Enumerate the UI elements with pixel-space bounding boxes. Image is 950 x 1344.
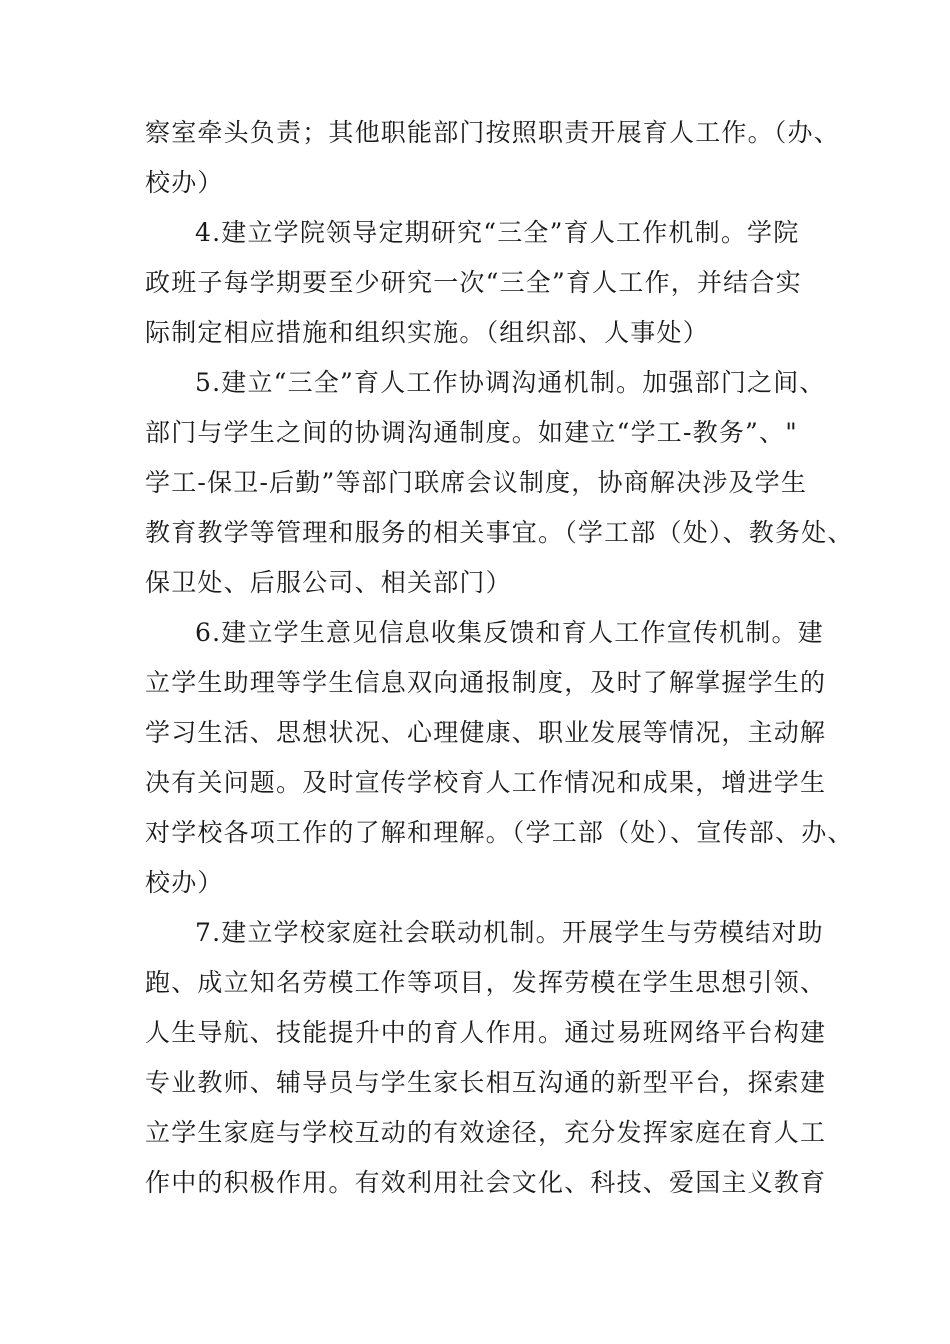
text-line: 人生导航、技能提升中的育人作用。通过易班网络平台构建 bbox=[145, 1018, 827, 1047]
text-line: 政班子每学期要至少研究一次“三全”育人工作，并结合实 bbox=[145, 268, 802, 297]
text-line: 校办） bbox=[145, 168, 224, 197]
paragraph-start-6: 6.建立学生意见信息收集反馈和育人工作宣传机制。建 bbox=[195, 618, 824, 647]
text-line: 部门与学生之间的协调沟通制度。如建立“学工-教务”、" bbox=[145, 418, 798, 447]
text-line: 际制定相应措施和组织实施。（组织部、人事处） bbox=[145, 318, 709, 347]
text-line: 作中的积极作用。有效利用社会文化、科技、爱国主义教育 bbox=[145, 1168, 827, 1197]
text-line: 对学校各项工作的了解和理解。（学工部（处）、宣传部、办、 bbox=[145, 818, 854, 847]
text-line: 察室牵头负责；其他职能部门按照职责开展育人工作。（办、 bbox=[145, 118, 840, 147]
text-line: 教育教学等管理和服务的相关事宜。（学工部（处）、教务处、 bbox=[145, 518, 854, 547]
text-line: 学工-保卫-后勤”等部门联席会议制度，协商解决涉及学生 bbox=[145, 468, 808, 497]
body-text bbox=[145, 108, 854, 1208]
text-line: 立学生家庭与学校互动的有效途径，充分发挥家庭在育人工 bbox=[145, 1118, 827, 1147]
text-line: 跑、成立知名劳模工作等项目，发挥劳模在学生思想引领、 bbox=[145, 968, 827, 997]
text-line: 立学生助理等学生信息双向通报制度，及时了解掌握学生的 bbox=[145, 668, 827, 697]
paragraph-start-5: 5.建立“三全”育人工作协调沟通机制。加强部门之间、 bbox=[195, 368, 826, 397]
text-line: 校办） bbox=[145, 868, 224, 897]
text-line: 学习生活、思想状况、心理健康、职业发展等情况，主动解 bbox=[145, 718, 827, 747]
text-line: 保卫处、后服公司、相关部门） bbox=[145, 568, 512, 597]
paragraph-start-7: 7.建立学校家庭社会联动机制。开展学生与劳模结对助 bbox=[195, 918, 824, 947]
text-line: 决有关问题。及时宣传学校育人工作情况和成果，增进学生 bbox=[145, 768, 827, 797]
text-line: 专业教师、辅导员与学生家长相互沟通的新型平台，探索建 bbox=[145, 1068, 827, 1097]
paragraph-start-4: 4.建立学院领导定期研究“三全”育人工作机制。学院 bbox=[195, 218, 800, 247]
